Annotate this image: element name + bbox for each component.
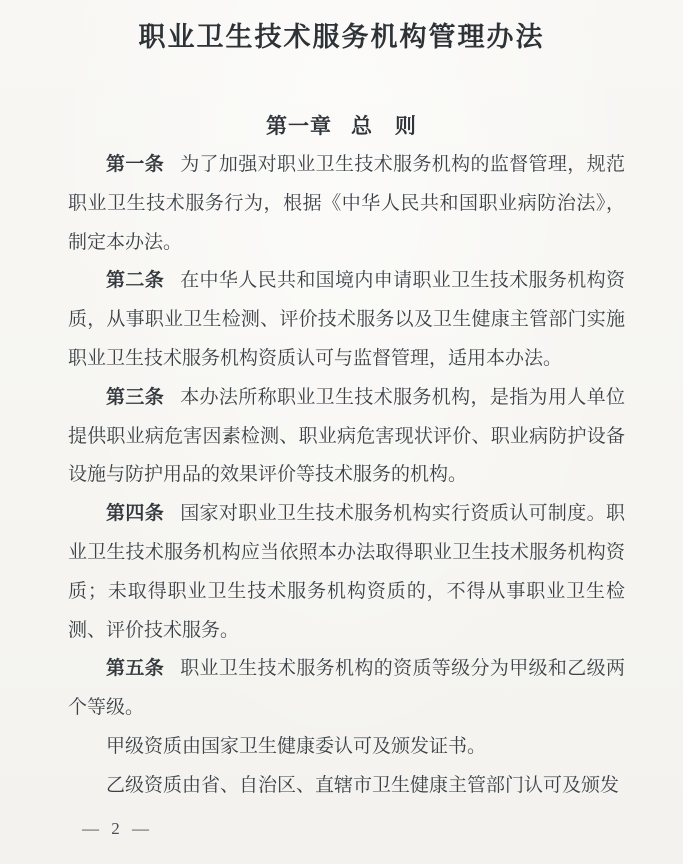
clause-label: 第三条 <box>106 386 165 408</box>
clause-paragraph-3 <box>68 379 625 495</box>
clause-text: 职业卫生技术服务机构的资质等级分为甲级和乙级两个等级。 <box>68 658 625 719</box>
clause-paragraph-6 <box>68 728 625 767</box>
clause-paragraph-5 <box>68 650 625 728</box>
clause-paragraph-2 <box>68 262 625 378</box>
clause-label: 第四条 <box>106 503 165 525</box>
clause-label: 第五条 <box>106 658 165 680</box>
page-number: — 2 — <box>82 819 153 838</box>
clause-paragraph-7 <box>68 767 625 806</box>
clause-paragraph-1 <box>68 146 625 262</box>
clause-label: 第二条 <box>106 270 165 292</box>
clause-label: 第一条 <box>106 154 165 175</box>
document-body <box>68 146 625 806</box>
document-title: 职业卫生技术服务机构管理办法 <box>138 22 545 52</box>
chapter-name: 总 则 <box>350 114 417 138</box>
chapter-heading <box>0 112 683 141</box>
chapter-number: 第一章 <box>266 114 333 138</box>
clause-paragraph-4 <box>68 495 625 650</box>
clause-text: 本办法所称职业卫生技术服务机构，是指为用人单位提供职业病危害因素检测、职业病危害现状评价、职业病防护设备设施与防护用品的效果评价等技术服务的机构。 <box>68 386 625 486</box>
clause-text: 国家对职业卫生技术服务机构实行资质认可制度。职业卫生技术服务机构应当依照本办法取得职业卫生技术服务机构资质；未取得职业卫生技术服务机构资质的，不得从事职业卫生检测、评价技术服务。 <box>68 503 625 641</box>
clause-text: 为了加强对职业卫生技术服务机构的监督管理，规范职业卫生技术服务行为，根据《中华人民共和国职业病防治法》，制定本办法。 <box>68 154 625 253</box>
clause-text: 在中华人民共和国境内申请职业卫生技术服务机构资质，从事职业卫生检测、评价技术服务以及卫生健康主管部门实施职业卫生技术服务机构资质认可与监督管理，适用本办法。 <box>68 270 625 369</box>
clause-text: 乙级资质由省、自治区、直辖市卫生健康主管部门认可及颁发 <box>106 774 620 796</box>
clause-text: 甲级资质由国家卫生健康委认可及颁发证书。 <box>106 735 487 757</box>
